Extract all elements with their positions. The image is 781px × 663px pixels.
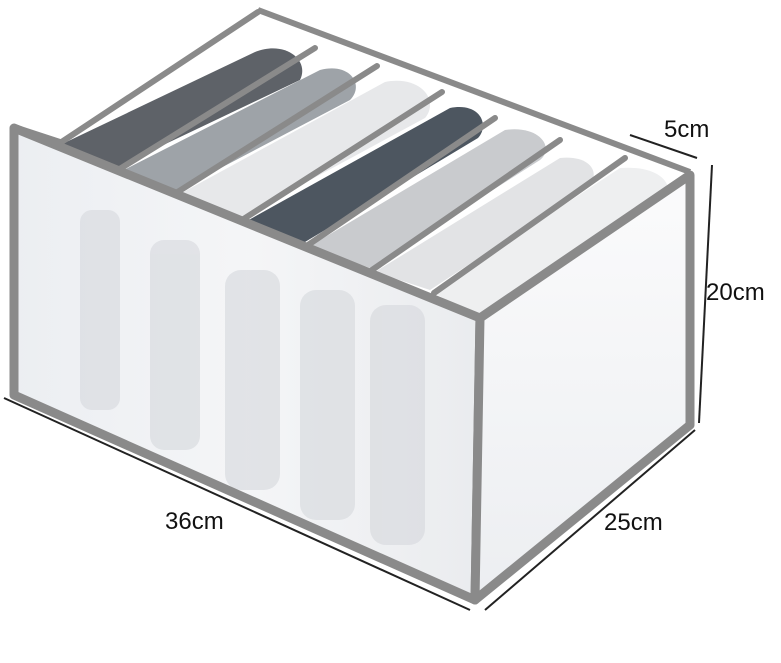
depth-label: 25cm <box>604 509 663 536</box>
width-label: 36cm <box>165 508 224 535</box>
height-label: 20cm <box>706 279 765 306</box>
compartment-width-label: 5cm <box>664 116 710 143</box>
